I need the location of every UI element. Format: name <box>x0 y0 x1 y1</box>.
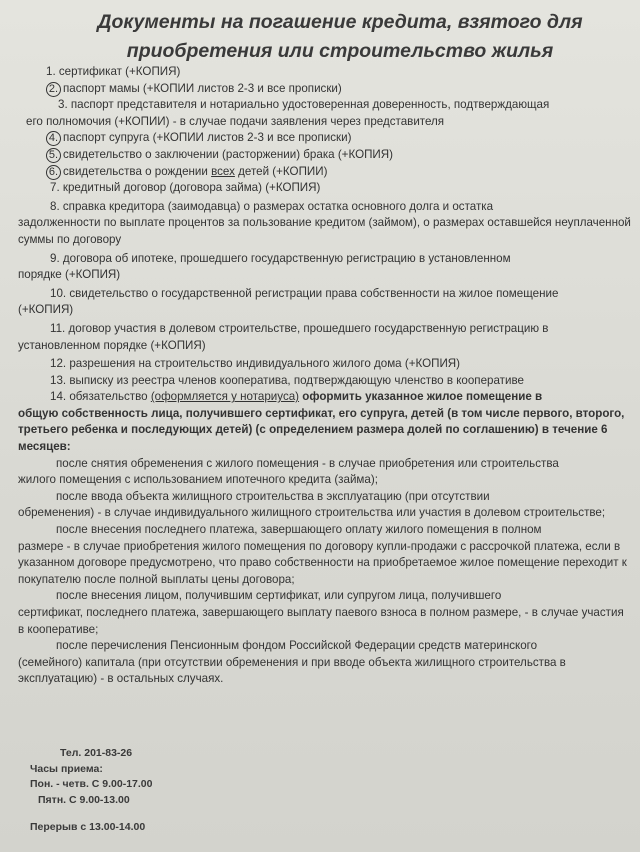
condition-item: после ввода объекта жилищного строительства в эксплуатацию (при отсутствии <box>56 489 490 503</box>
condition-continuation: сертификат, последнего платежа, завершающего выплату паевого взноса в полном размере, - в случае участия в кооперативе; <box>18 606 624 636</box>
list-item: 8. справка кредитора (заимодавца) о размерах остатка основного долга и остатка <box>50 199 494 213</box>
circled-number: 4. <box>46 131 61 146</box>
break-hours: Перерыв с 13.00-14.00 <box>30 821 146 833</box>
list-item: 3. паспорт представителя и нотариально удостоверенная доверенность, подтверждающая <box>58 98 550 112</box>
list-item: 9. договора об ипотеке, прошедшего государственную регистрацию в установленном <box>50 251 511 265</box>
list-item-continuation: его полномочия (+КОПИИ) - в случае подачи заявления через представителя <box>26 114 445 128</box>
list-item: 7. кредитный договор (договора займа) (+КОПИЯ) <box>50 181 321 195</box>
list-item: 6. свидетельства о рождении всех детей (+КОПИИ) <box>18 164 632 181</box>
list-item: 1. сертификат (+КОПИЯ) <box>46 65 181 78</box>
hours-fri: Пятн. С 9.00-13.00 <box>38 793 130 806</box>
list-item: 13. выписку из реестра членов кооператива, подтверждающую членство в кооперативе <box>50 373 524 387</box>
document-title <box>70 8 610 66</box>
condition-item: после перечисления Пенсионным фондом Российской Федерации средств материнского <box>56 639 538 653</box>
list-item-continuation: задолженности по выплате процентов за пользование кредитом (займом), о размерах оставшейся неуплаченной суммы по договору <box>18 216 631 246</box>
list-item-14: 14. обязательство (оформляется у нотариуса) оформить указанное жилое помещение в <box>50 390 543 404</box>
condition-item: после внесения лицом, получившим сертификат, или супругом лица, получившего <box>56 589 502 603</box>
condition-continuation: обременения) - в случае индивидуального жилищного строительства или участия в долевом строительстве; <box>18 506 606 520</box>
list-item: 10. свидетельство о государственной регистрации права собственности на жилое помещение <box>50 286 559 300</box>
circled-number: 6. <box>46 165 61 180</box>
list-item: 2. паспорт мамы (+КОПИИ листов 2-3 и все прописки) <box>18 81 632 98</box>
list-item: 5. свидетельство о заключении (расторжении) брака (+КОПИЯ) <box>18 147 632 164</box>
title-line-2: приобретения или строительство жилья <box>126 40 554 62</box>
hours-mon-thu: Пон. - четв. С 9.00-17.00 <box>30 778 153 790</box>
list-item-continuation: (+КОПИЯ) <box>18 303 74 317</box>
list-item-14-continuation: общую собственность лица, получившего сертификат, его супруга, детей (в том числе первого, второго, третьего ребенка и последующих детей) (с определением размера долей по соглашению) в течение 6 месяцев: <box>18 406 625 454</box>
list-item: 4. паспорт супруга (+КОПИИ листов 2-3 и все прописки) <box>18 130 632 147</box>
circled-number: 5. <box>46 148 61 163</box>
condition-continuation: размере - в случае приобретения жилого помещения по договору купли-продажи с рассрочкой платежа, если в указанном договоре предусмотрено, что право собственности на приобретаемое жилое помещение переходит к покупателю после полной выплаты цены договора; <box>18 539 627 586</box>
list-item-continuation: установленном порядке (+КОПИЯ) <box>18 338 206 352</box>
condition-continuation: (семейного) капитала (при отсутствии обременения и при вводе объекта жилищного строительства в эксплуатацию) - в остальных случаях. <box>18 655 566 686</box>
title-line-1: Документы на погашение кредита, взятого для <box>97 11 583 33</box>
hours-title: Часы приема: <box>30 762 103 775</box>
contact-info <box>30 746 153 836</box>
circled-number: 2. <box>46 82 61 97</box>
condition-item: после внесения последнего платежа, завершающего оплату жилого помещения в полном <box>56 523 542 537</box>
list-item: 11. договор участия в долевом строительстве, прошедшего государственную регистрацию в <box>50 321 549 335</box>
document-list <box>18 64 632 688</box>
condition-item: после снятия обременения с жилого помещения - в случае приобретения или строительства <box>56 456 559 470</box>
phone-number: Тел. 201-83-26 <box>60 747 133 759</box>
list-item-continuation: порядке (+КОПИЯ) <box>18 268 121 282</box>
list-item: 12. разрешения на строительство индивидуального жилого дома (+КОПИЯ) <box>50 357 461 371</box>
condition-continuation: жилого помещения с использованием ипотечного кредита (займа); <box>18 473 378 487</box>
